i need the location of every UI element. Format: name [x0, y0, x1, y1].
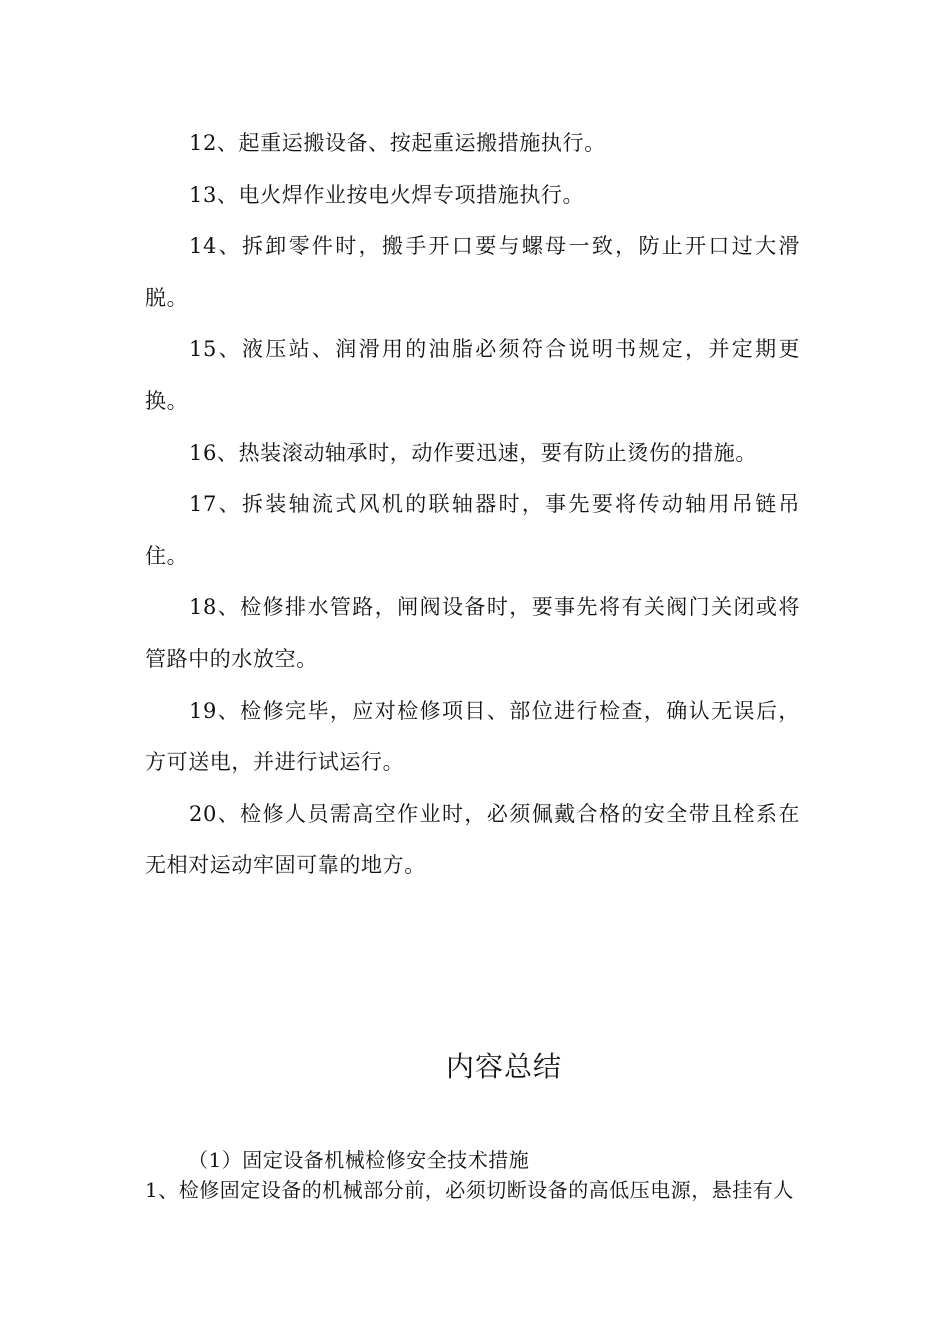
list-item: 12、起重运搬设备、按起重运搬措施执行。 — [189, 131, 606, 155]
list-item: 16、热装滚动轴承时，动作要迅速，要有防止烫伤的措施。 — [189, 440, 757, 465]
summary-title: 内容总结 — [445, 1050, 562, 1083]
measures-list — [145, 118, 800, 892]
list-item: 13、电火焊作业按电火焊专项措施执行。 — [189, 182, 585, 207]
summary-line: 1、检修固定设备的机械部分前，必须切断设备的高低压电源，悬挂有人 — [145, 1178, 794, 1202]
list-item: 14、拆卸零件时，搬手开口要与螺母一致，防止开口过大滑脱。 — [145, 234, 800, 310]
list-item: 20、检修人员需高空作业时，必须佩戴合格的安全带且栓系在无相对运动牢固可靠的地方。 — [145, 801, 800, 878]
list-item: 17、拆装轴流式风机的联轴器时，事先要将传动轴用吊链吊住。 — [145, 492, 800, 568]
summary-section — [145, 1145, 805, 1205]
list-item: 19、检修完毕，应对检修项目、部位进行检查，确认无误后，方可送电，并进行试运行。 — [145, 698, 800, 775]
list-item: 18、检修排水管路，闸阀设备时，要事先将有关阀门关闭或将管路中的水放空。 — [145, 595, 800, 671]
summary-heading: （1）固定设备机械检修安全技术措施 — [188, 1148, 530, 1172]
list-item: 15、液压站、润滑用的油脂必须符合说明书规定，并定期更换。 — [145, 337, 800, 413]
